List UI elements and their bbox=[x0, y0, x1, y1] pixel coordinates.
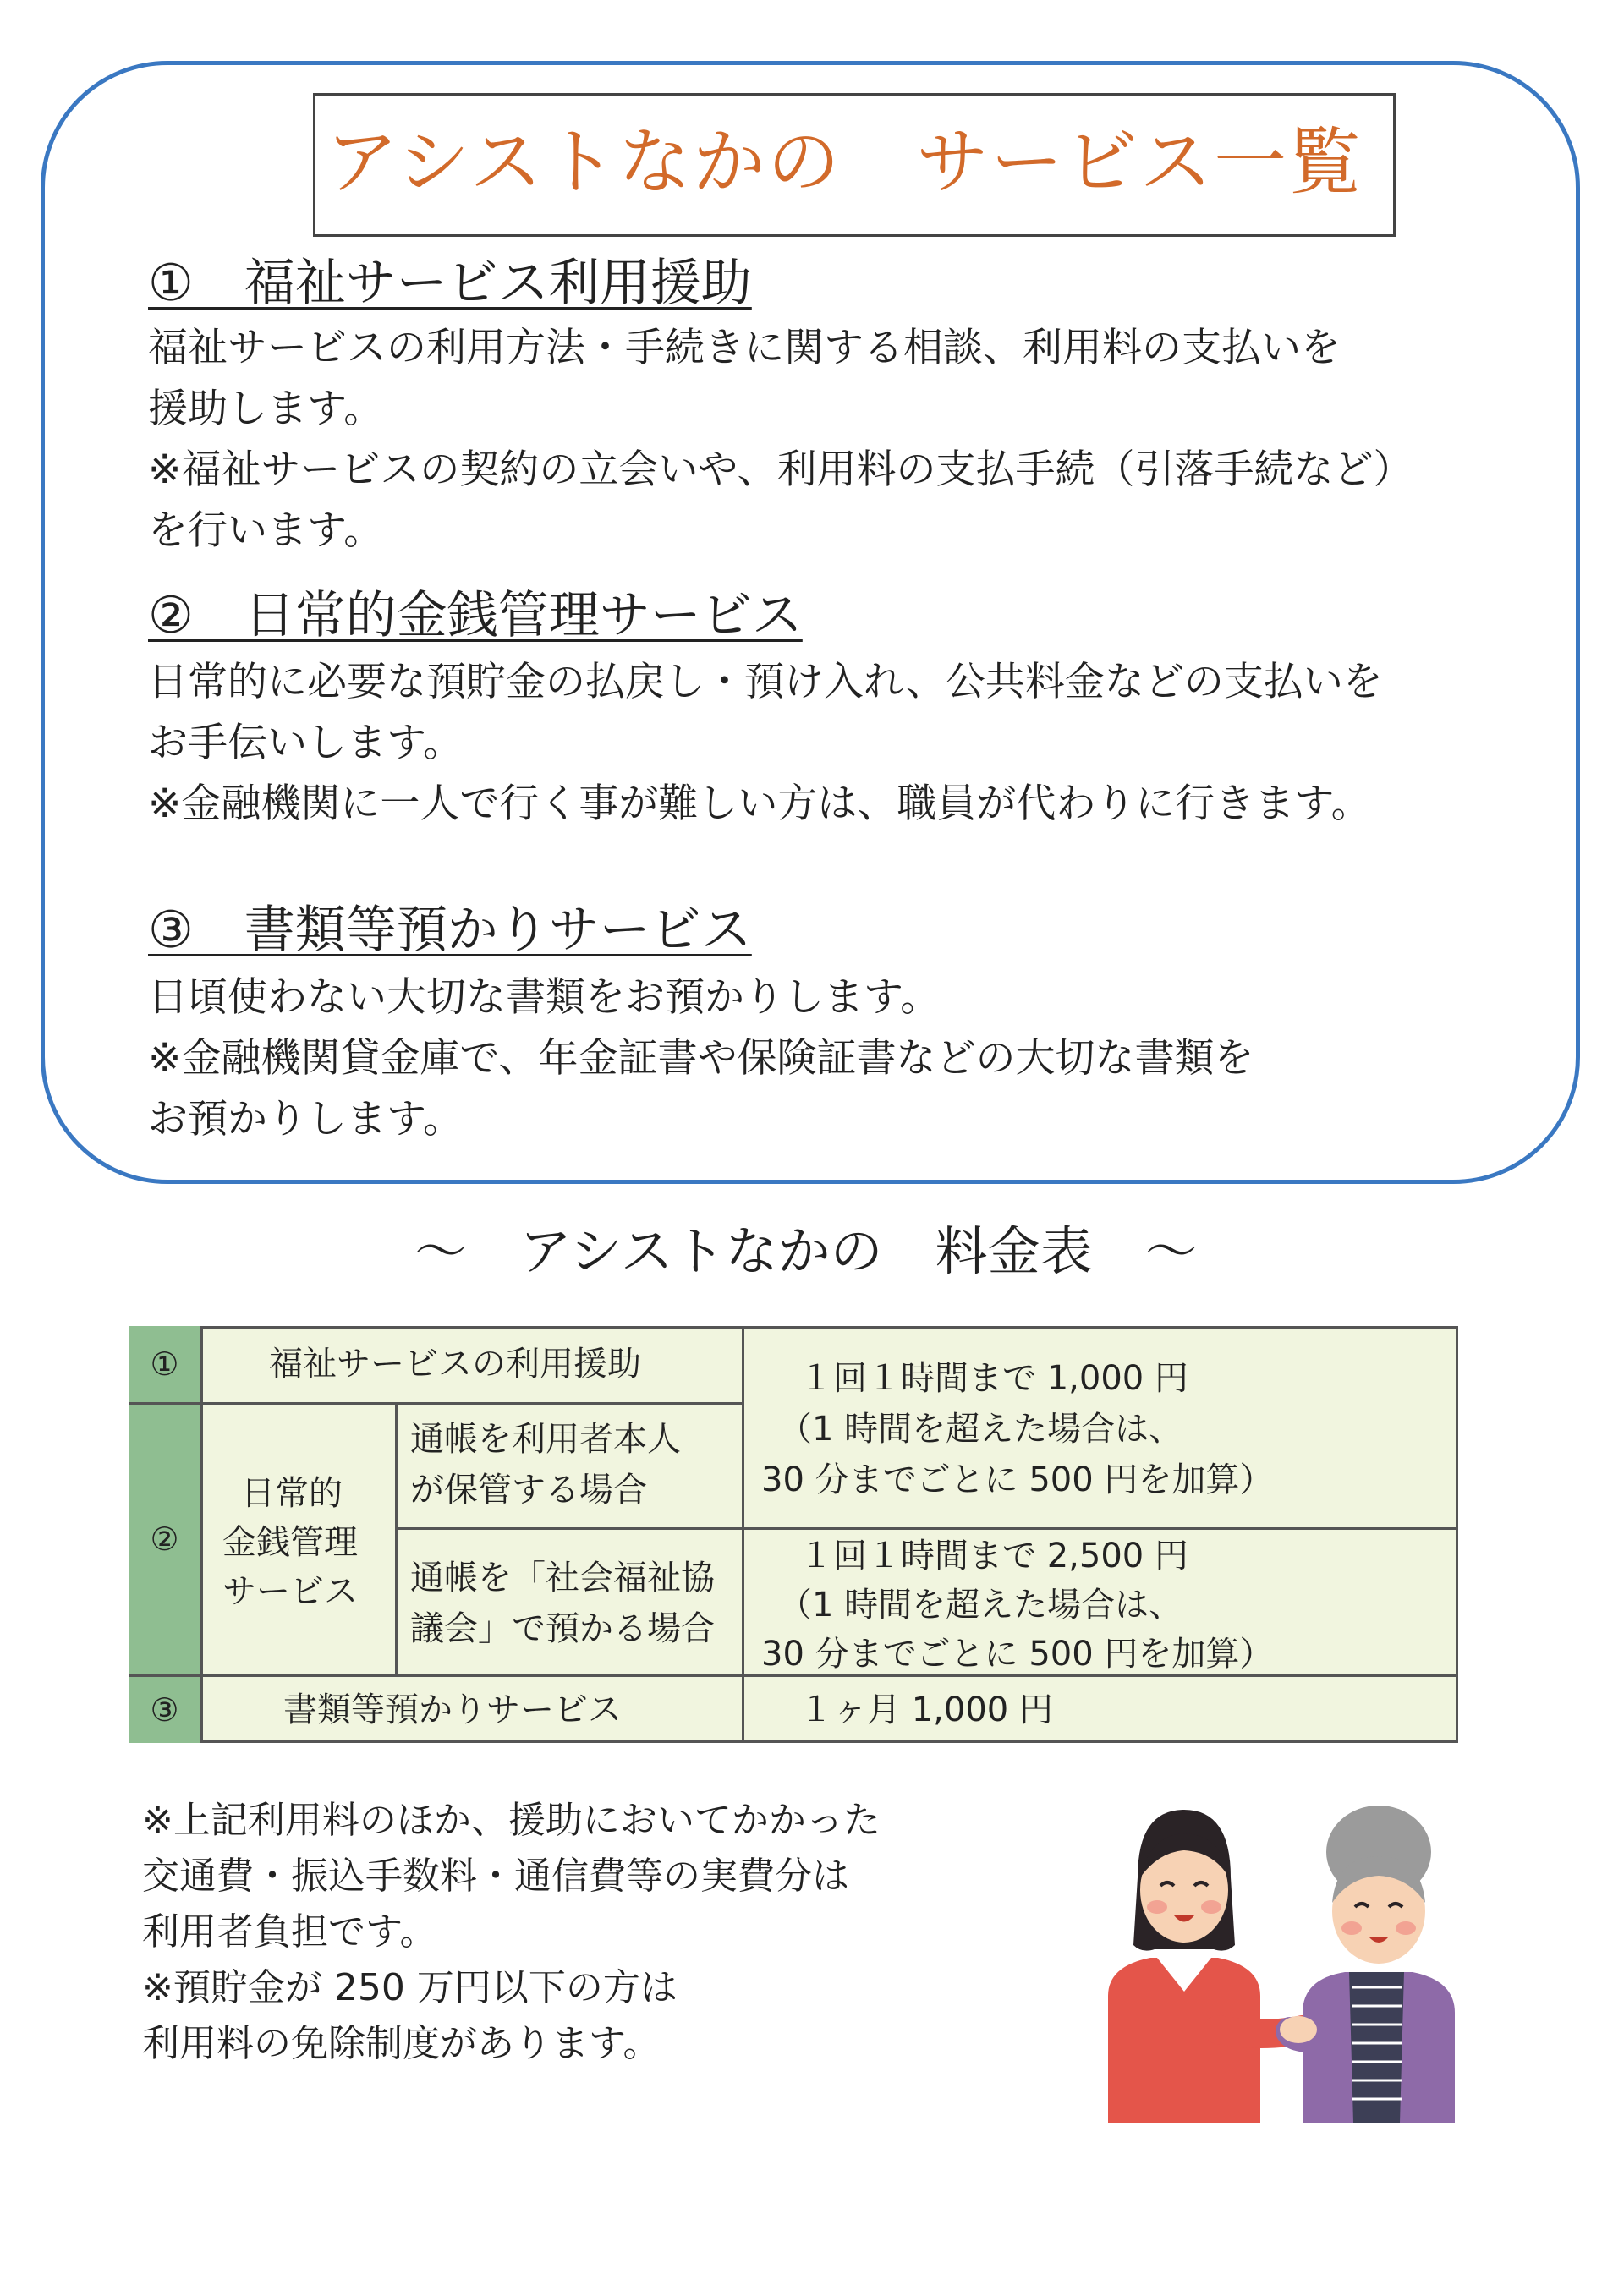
service-heading-2: ② 日常的金銭管理サービス bbox=[148, 586, 803, 645]
page-title: アシストなかの サービス一覧 bbox=[326, 120, 1363, 205]
row-1-number: ① bbox=[150, 1345, 179, 1383]
row-2-service-line-2: 金銭管理 bbox=[222, 1523, 358, 1562]
row-2-number: ② bbox=[150, 1521, 179, 1558]
row-2b-condition-line-2: 議会」で預かる場合 bbox=[410, 1609, 715, 1648]
row-2b-condition-line-1: 通帳を「社会福祉協 bbox=[410, 1559, 715, 1597]
caregiver-figure bbox=[1108, 1810, 1303, 2123]
row-2a-condition-line-2: が保管する場合 bbox=[410, 1471, 647, 1510]
row-1-price-line-2: （1 時間を超えた場合は、 bbox=[778, 1410, 1183, 1449]
table-divider bbox=[395, 1527, 1458, 1530]
service-2-line-3: ※金融機関に一人で行く事が難しい方は、職員が代わりに行きます。 bbox=[148, 781, 1371, 827]
note-line-5: 利用料の免除制度があります。 bbox=[142, 2022, 661, 2065]
service-heading-1: ① 福祉サービス利用援助 bbox=[148, 254, 752, 313]
service-3-line-1: 日頃使わない大切な書類をお預かりします。 bbox=[148, 974, 941, 1021]
note-line-3: 利用者負担です。 bbox=[142, 1910, 437, 1954]
table-divider bbox=[395, 1402, 398, 1674]
service-2-line-1: 日常的に必要な預貯金の払戻し・預け入れ、公共料金などの支払いを bbox=[148, 659, 1383, 705]
table-divider bbox=[200, 1326, 203, 1743]
row-2-service-line-1: 日常的 bbox=[241, 1474, 343, 1513]
row-3-service: 書類等預かりサービス bbox=[283, 1690, 622, 1729]
service-3-line-3: お預かりします。 bbox=[148, 1096, 464, 1143]
table-divider bbox=[742, 1326, 744, 1743]
service-2-line-2: お手伝いします。 bbox=[148, 720, 464, 766]
row-2b-price-line-1: １回１時間まで 2,500 円 bbox=[799, 1537, 1188, 1575]
caregiver-illustration bbox=[1057, 1784, 1497, 2123]
service-1-line-2: 援助します。 bbox=[148, 386, 384, 432]
service-1-line-3: ※福祉サービスの契約の立会いや、利用料の支払手続（引落手続など） bbox=[148, 447, 1413, 493]
service-1-line-4: を行います。 bbox=[148, 507, 384, 554]
fee-table-title: ～ アシストなかの 料金表 ～ bbox=[414, 1220, 1198, 1282]
row-2-service-line-3: サービス bbox=[222, 1572, 358, 1611]
service-1-line-1: 福祉サービスの利用方法・手続きに関する相談、利用料の支払いを bbox=[148, 325, 1341, 371]
note-line-4: ※預貯金が 250 万円以下の方は bbox=[142, 1966, 678, 2009]
row-1-service: 福祉サービスの利用援助 bbox=[269, 1345, 641, 1384]
row-2a-condition-line-1: 通帳を利用者本人 bbox=[410, 1420, 681, 1459]
row-1-price-line-1: １回１時間まで 1,000 円 bbox=[799, 1359, 1188, 1398]
table-divider bbox=[129, 1402, 744, 1405]
row-2b-price-line-2: （1 時間を超えた場合は、 bbox=[778, 1586, 1183, 1625]
row-2b-price-line-3: 30 分までごとに 500 円を加算） bbox=[761, 1635, 1274, 1674]
note-line-2: 交通費・振込手数料・通信費等の実費分は bbox=[142, 1855, 849, 1898]
row-3-number: ③ bbox=[150, 1691, 179, 1729]
note-line-1: ※上記利用料のほか、援助においてかかった bbox=[142, 1799, 881, 1842]
row-3-price: １ヶ月 1,000 円 bbox=[799, 1690, 1053, 1729]
service-3-line-2: ※金融機関貸金庫で、年金証書や保険証書などの大切な書類を bbox=[148, 1035, 1254, 1082]
service-heading-3: ③ 書類等預かりサービス bbox=[148, 901, 752, 960]
elderly-figure bbox=[1290, 1806, 1455, 2123]
row-1-price-line-3: 30 分までごとに 500 円を加算） bbox=[761, 1460, 1274, 1499]
